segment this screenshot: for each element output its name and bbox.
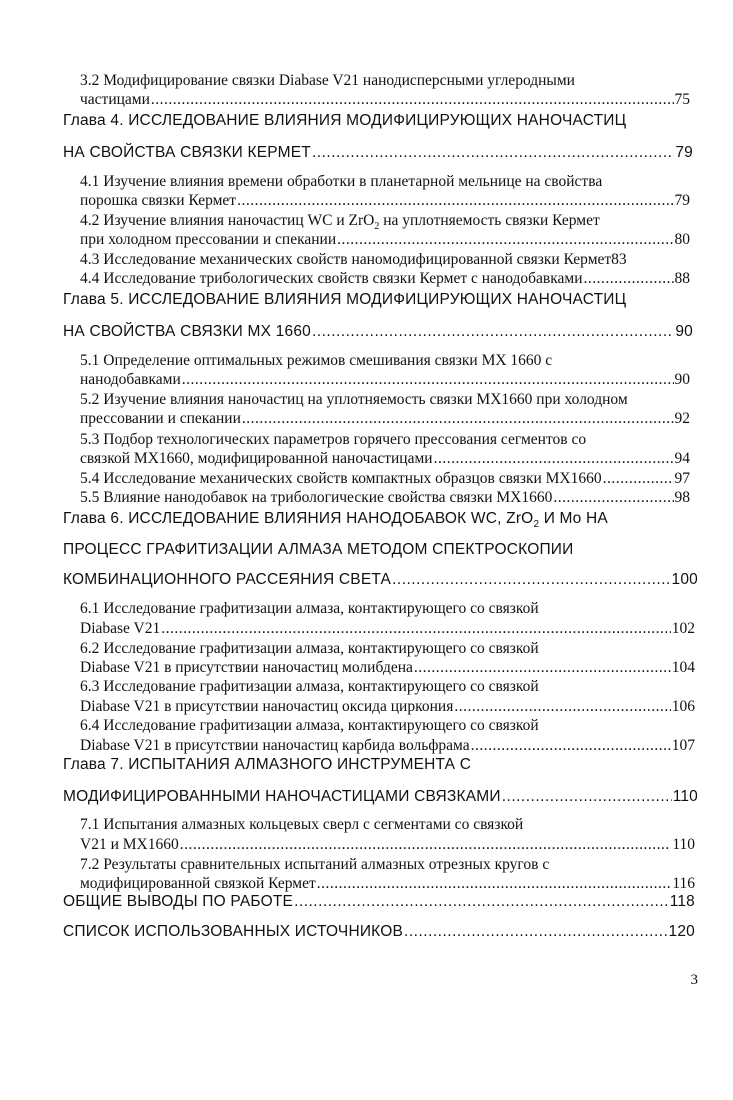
toc-6-1-line1: 6.1 Исследование графитизации алмаза, контактирующего со связкой [80, 600, 539, 617]
dot-leader [237, 191, 673, 210]
page-number: 98 [674, 489, 690, 506]
dot-leader [151, 90, 674, 109]
toc-chapter-7-line1: Глава 7. ИСПЫТАНИЯ АЛМАЗНОГО ИНСТРУМЕНТА С [63, 756, 472, 773]
dot-leader [294, 892, 669, 911]
page-number: 110 [672, 788, 698, 805]
page-number: 102 [671, 620, 695, 637]
dot-leader [414, 658, 671, 677]
page-number: 92 [674, 410, 690, 427]
dot-leader [161, 619, 671, 638]
page-number: 97 [674, 470, 690, 487]
toc-chapter-6-line3[interactable]: КОМБИНАЦИОННОГО РАССЕЯНИЯ СВЕТА ..... 100 [63, 570, 698, 589]
toc-3-2-line2[interactable]: частицами ..... 75 [80, 90, 690, 109]
page-number: 79 [674, 192, 690, 209]
dot-leader [584, 269, 674, 288]
toc-5-1-line1: 5.1 Определение оптимальных режимов смешивания связки МХ 1660 с [80, 352, 553, 369]
page-footer-number: 3 [690, 972, 698, 988]
dot-leader [392, 570, 670, 589]
page-number: 107 [671, 737, 695, 754]
toc-5-3-line2[interactable]: связкой МХ1660, модифицированной наночастицами ..... 94 [80, 449, 690, 468]
toc-chapter-5-line2[interactable]: НА СВОЙСТВА СВЯЗКИ МХ 1660 ..... 90 [63, 322, 693, 341]
toc-chapter-5-line1: Глава 5. ИССЛЕДОВАНИЕ ВЛИЯНИЯ МОДИФИЦИРУЮЩИХ НАНОЧАСТИЦ [63, 291, 627, 308]
page-number: 90 [674, 371, 690, 388]
toc-conclusions[interactable]: ОБЩИЕ ВЫВОДЫ ПО РАБОТЕ ..... 118 [63, 892, 695, 911]
toc-4-2-line2[interactable]: при холодном прессовании и спекании ..... 80 [80, 230, 690, 249]
dot-leader [337, 230, 673, 249]
page-number: 79 [675, 144, 693, 161]
toc-3-2-line1: 3.2 Модифицирование связки Diabase V21 нанодисперсными углеродными [80, 72, 575, 89]
toc-chapter-6-line1: Глава 6. ИССЛЕДОВАНИЕ ВЛИЯНИЯ НАНОДОБАВОК WC, ZrO$_2$ И Mo НА [63, 510, 608, 528]
toc-4-1-line1: 4.1 Изучение влияния времени обработки в планетарной мельнице на свойства [80, 173, 603, 190]
toc-4-3[interactable]: 4.3 Исследование механических свойств наномодифицированной связки Кермет 83 [80, 251, 627, 268]
toc-6-4-line1: 6.4 Исследование графитизации алмаза, контактирующего со связкой [80, 717, 539, 734]
dot-leader [182, 370, 674, 389]
toc-4-2-line1: 4.2 Изучение влияния наночастиц WC и ZrO$_2$ на уплотняемость связки Кермет [80, 212, 600, 230]
dot-leader [454, 697, 670, 716]
page-number: 116 [672, 875, 695, 892]
toc-6-3-line2[interactable]: Diabase V21 в присутствии наночастиц оксида циркония ..... 106 [80, 697, 695, 716]
dot-leader [502, 787, 672, 806]
page-number: 106 [671, 698, 695, 715]
page-number: 110 [672, 836, 695, 853]
page-number: 120 [668, 923, 695, 940]
dot-leader [180, 835, 672, 854]
dot-leader [242, 409, 674, 428]
page-number: 100 [671, 571, 698, 588]
toc-chapter-7-line2[interactable]: МОДИФИЦИРОВАННЫМИ НАНОЧАСТИЦАМИ СВЯЗКАМИ ..... 110 [63, 787, 698, 806]
toc-chapter-4-line1: Глава 4. ИССЛЕДОВАНИЕ ВЛИЯНИЯ МОДИФИЦИРУЮЩИХ НАНОЧАСТИЦ [63, 112, 627, 129]
toc-5-2-line1: 5.2 Изучение влияния наночастиц на уплотняемость связки МХ1660 при холодном [80, 391, 628, 408]
page-number: 75 [674, 91, 690, 108]
toc-4-1-line2[interactable]: порошка связки Кермет ..... 79 [80, 191, 690, 210]
toc-chapter-6-line2: ПРОЦЕСС ГРАФИТИЗАЦИИ АЛМАЗА МЕТОДОМ СПЕКТРОСКОПИИ [63, 541, 574, 558]
dot-leader [404, 922, 668, 941]
dot-leader [312, 143, 674, 162]
page-number: 94 [674, 450, 690, 467]
toc-5-3-line1: 5.3 Подбор технологических параметров горячего прессования сегментов со [80, 431, 587, 448]
toc-6-4-line2[interactable]: Diabase V21 в присутствии наночастиц карбида вольфрама ..... 107 [80, 736, 695, 755]
toc-7-2-line1: 7.2 Результаты сравнительных испытаний алмазных отрезных кругов с [80, 856, 550, 873]
page-number: 83 [611, 251, 627, 268]
dot-leader [317, 874, 672, 893]
toc-5-1-line2[interactable]: нанодобавками ..... 90 [80, 370, 690, 389]
toc-7-1-line2[interactable]: V21 и МХ1660 ..... 110 [80, 835, 695, 854]
dot-leader [471, 736, 671, 755]
page-number: 104 [671, 659, 695, 676]
page-number: 80 [674, 231, 690, 248]
toc-4-4[interactable]: 4.4 Исследование трибологических свойств связки Кермет с нанодобавками ..... 88 [80, 269, 690, 288]
dot-leader [434, 449, 674, 468]
toc-chapter-4-line2[interactable]: НА СВОЙСТВА СВЯЗКИ КЕРМЕТ ..... 79 [63, 143, 693, 162]
toc-6-2-line1: 6.2 Исследование графитизации алмаза, контактирующего со связкой [80, 640, 539, 657]
dot-leader [312, 322, 674, 341]
dot-leader [553, 488, 673, 507]
toc-7-1-line1: 7.1 Испытания алмазных кольцевых сверл с сегментами со связкой [80, 816, 524, 833]
toc-6-3-line1: 6.3 Исследование графитизации алмаза, контактирующего со связкой [80, 678, 539, 695]
toc-6-2-line2[interactable]: Diabase V21 в присутствии наночастиц молибдена ..... 104 [80, 658, 695, 677]
toc-references[interactable]: СПИСОК ИСПОЛЬЗОВАННЫХ ИСТОЧНИКОВ ..... 120 [63, 922, 695, 941]
toc-5-2-line2[interactable]: прессовании и спекании ..... 92 [80, 409, 690, 428]
toc-5-4[interactable]: 5.4 Исследование механических свойств компактных образцов связки МХ1660 ..... 97 [80, 469, 690, 488]
toc-6-1-line2[interactable]: Diabase V21 ..... 102 [80, 619, 695, 638]
toc-5-5[interactable]: 5.5 Влияние нанодобавок на трибологические свойства связки МХ1660 ..... 98 [80, 488, 690, 507]
dot-leader [603, 469, 674, 488]
toc-7-2-line2[interactable]: модифицированной связкой Кермет ..... 116 [80, 874, 695, 893]
page-number: 90 [675, 323, 693, 340]
page-number: 118 [669, 893, 695, 910]
page-number: 88 [674, 270, 690, 287]
